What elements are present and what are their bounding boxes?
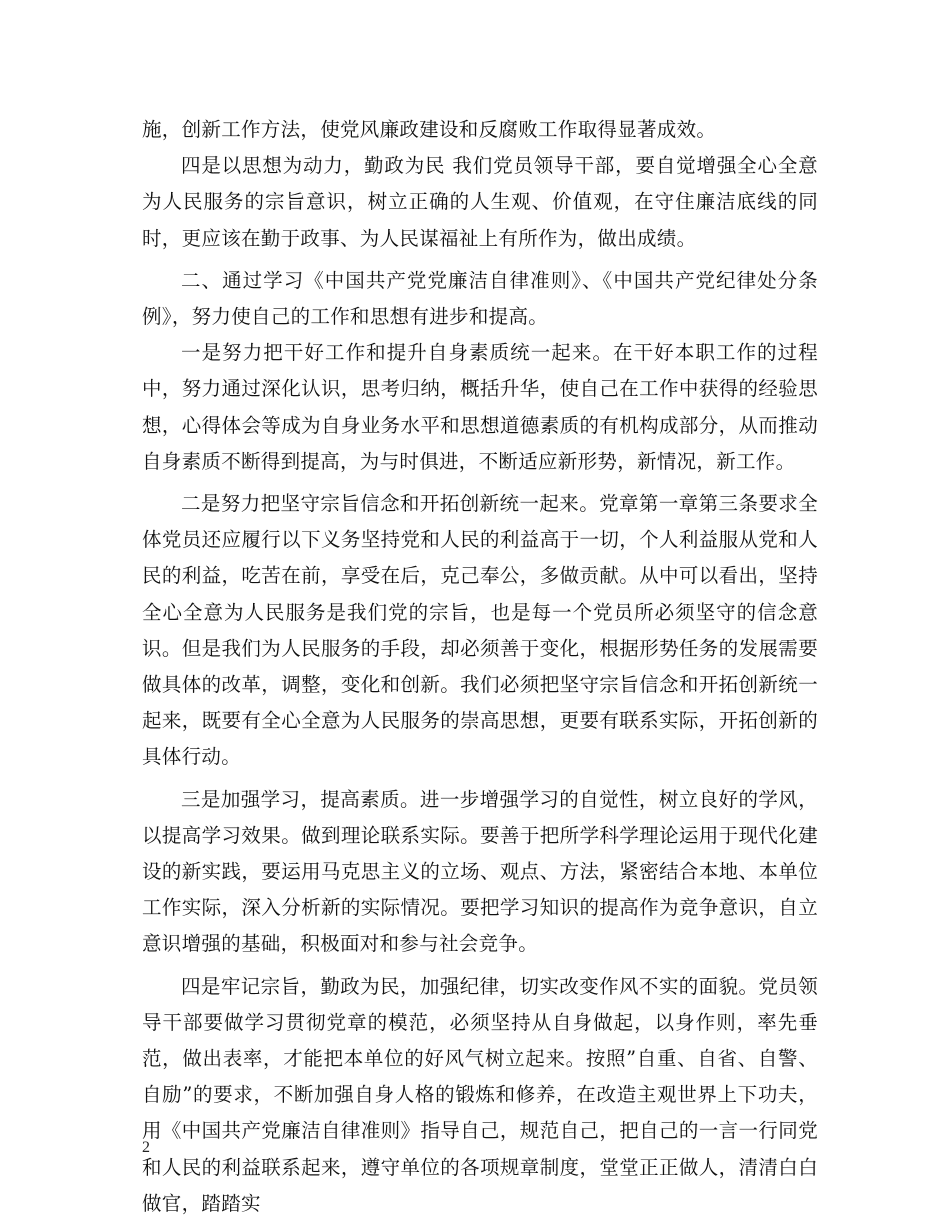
document-body [142, 112, 818, 1222]
paragraph-point-three: 三是加强学习，提高素质。进一步增强学习的自觉性，树立良好的学风，以提高学习效果。做到理论联系实际。要善于把所学科学理论运用于现代化建设的新实践，要运用马克思主义的立场、观点、方法，紧密结合本地、本单位工作实际，深入分析新的实际情况。要把学习知识的提高作为竞争意识，自立意识增强的基础，积极面对和参与社会竞争。 [142, 787, 818, 956]
page-number: 2 [142, 1139, 150, 1156]
paragraph-point-two: 二是努力把坚守宗旨信念和开拓创新统一起来。党章第一章第三条要求全体党员还应履行以下义务坚持党和人民的利益高于一切，个人利益服从党和人民的利益，吃苦在前，享受在后，克己奉公，多做贡献。从中可以看出，坚持全心全意为人民服务是我们党的宗旨，也是每一个党员所必须坚守的信念意识。但是我们为人民服务的手段，却必须善于变化，根据形势任务的发展需要做具体的改革，调整，变化和创新。我们必须把坚守宗旨信念和开拓创新统一起来，既要有全心全意为人民服务的崇高思想，更要有联系实际，开拓创新的具体行动。 [142, 492, 818, 769]
paragraph-point-four-discipline: 四是牢记宗旨，勤政为民，加强纪律，切实改变作风不实的面貌。党员领导干部要做学习贯彻党章的模范，必须坚持从自身做起，以身作则，率先垂范，做出表率，才能把本单位的好风气树立起来。按照”自重、自省、自警、自励”的要求，不断加强自身人格的锻炼和修养，在改造主观世界上下功夫，用《中国共产党廉洁自律准则》指导自己，规范自己，把自己的一言一行同党和人民的利益联系起来，遵守单位的各项规章制度，堂堂正正做人，清清白白做官，踏踏实 [142, 974, 818, 1215]
paragraph-point-four-thought: 四是以思想为动力，勤政为民 我们党员领导干部，要自觉增强全心全意为人民服务的宗旨意识，树立正确的人生观、价值观，在守住廉洁底线的同时，更应该在勤于政事、为人民谋福祉上有所作为，做出成绩。 [142, 154, 818, 250]
paragraph-continuation: 施，创新工作方法，使党风廉政建设和反腐败工作取得显著成效。 [142, 118, 717, 141]
paragraph-point-one: 一是努力把干好工作和提升自身素质统一起来。在干好本职工作的过程中，努力通过深化认识，思考归纳，概括升华，使自己在工作中获得的经验思想，心得体会等成为自身业务水平和思想道德素质的有机构成部分，从而推动自身素质不断得到提高，为与时俱进，不断适应新形势，新情况，新工作。 [142, 341, 818, 473]
section-heading-two: 二、通过学习《中国共产党党廉洁自律准则》、《中国共产党纪律处分条例》，努力使自己的工作和思想有进步和提高。 [142, 268, 818, 329]
